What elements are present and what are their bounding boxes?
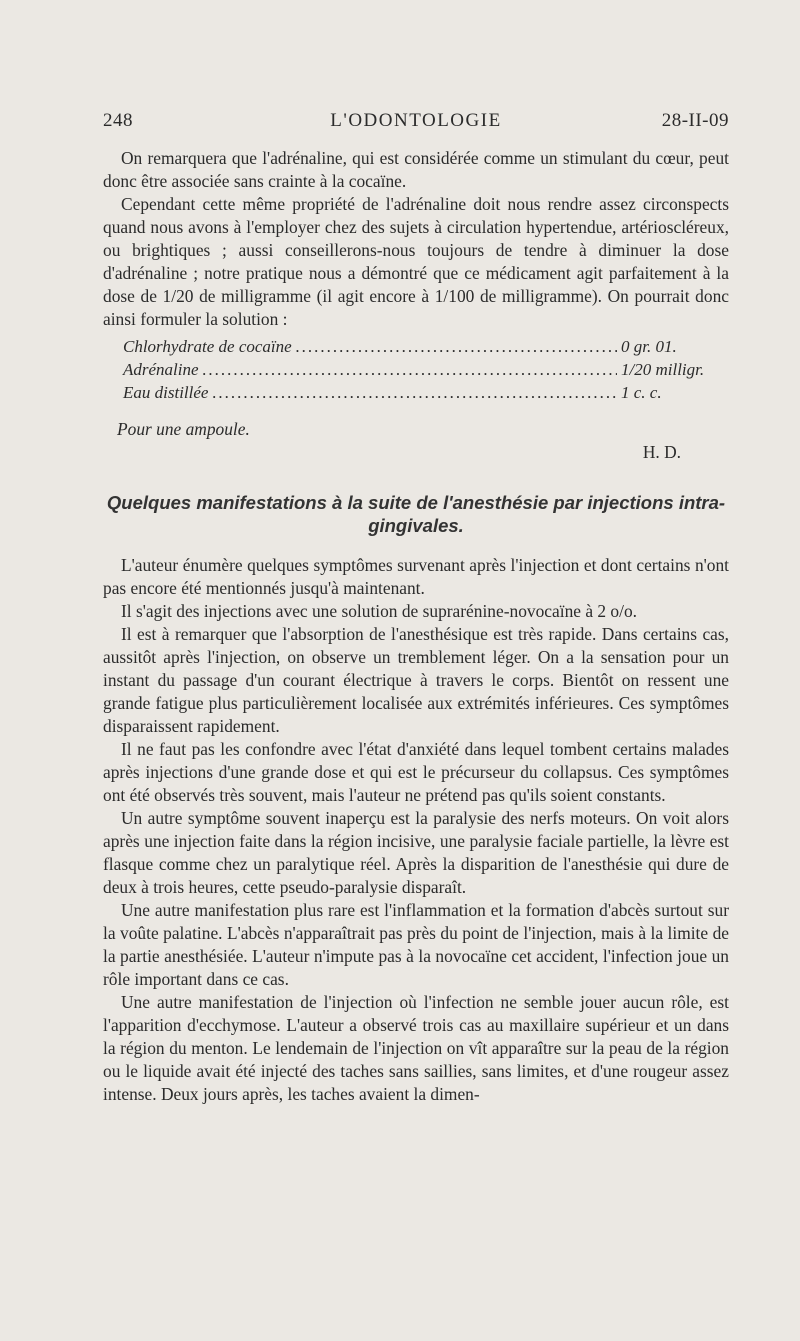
formula-row [123,358,729,381]
formula-quantity: 1 c. c. [621,383,662,402]
author-signature: H. D. [642,442,681,462]
formula-row [123,381,729,404]
prescription-formula [103,335,729,404]
dot-leader [296,335,617,358]
paragraph: Il ne faut pas les confondre avec l'état d'anxiété dans lequel tombent certains malades après injections d'une grande dose et qui est le précurseur du collapsus. Ces symptômes ont été observés très souvent, mais l'auteur ne prétend pas qu'ils soient constants. [103,739,729,805]
paragraph: Une autre manifestation de l'injection où l'infection ne semble jouer aucun rôle, est l'apparition d'ecchymose. L'auteur a observé trois cas au maxillaire supérieur et un dans la région du menton. Le lendemain de l'injection on vît apparaître sur la peau de la région ou le liquide avait été injecté des taches sans saillies, sans limites, et d'une rougeur assez intense. Deux jours après, les taches avaient la dimen- [103,992,729,1104]
journal-title: L'ODONTOLOGIE [330,110,502,131]
ampoule-note: Pour une ampoule. [117,419,250,439]
paragraph: Cependant cette même propriété de l'adrénaline doit nous rendre assez circonspects quand nous avons à l'employer chez des sujets à circulation hypertendue, artérioscléreux, ou brightiques ; aussi conseillerons-nous toujours de tendre à diminuer la dose d'adrénaline ; notre pratique nous a démontré que ce médicament agit parfaitement à la dose de 1/20 de milligramme (il agit encore à 1/100 de milligramme). On pourrait donc ainsi formuler la solution : [103,194,729,329]
page-number: 248 [103,110,133,131]
paragraph: Il s'agit des injections avec une solution de suprarénine-novocaïne à 2 o/o. [121,601,638,621]
paragraph: Un autre symptôme souvent inaperçu est la paralysie des nerfs moteurs. On voit alors après une injection faite dans la région incisive, une paralysie faciale partielle, la lèvre est flasque comme chez un paralytique réel. Après la disparition de l'anesthésie qui dure de deux à trois heures, cette pseudo-paralysie disparaît. [103,808,729,897]
formula-row [123,335,729,358]
formula-quantity: 0 gr. 01. [621,337,677,356]
formula-quantity: 1/20 milligr. [621,360,705,379]
article-body [103,147,729,1106]
paragraph: L'auteur énumère quelques symptômes survenant après l'injection et dont certains n'ont pas encore été mentionnés jusqu'à maintenant. [103,555,729,598]
formula-ingredient: Eau distillée [123,383,209,402]
dot-leader [203,358,617,381]
section-title: Quelques manifestations à la suite de l'anesthésie par injections intra-gingivales. [106,492,726,536]
paragraph: On remarquera que l'adrénaline, qui est considérée comme un stimulant du cœur, peut donc être associée sans crainte à la cocaïne. [103,148,729,191]
issue-date: 28-II-09 [661,110,729,131]
formula-ingredient: Chlorhydrate de cocaïne [123,337,292,356]
paragraph: Il est à remarquer que l'absorption de l'anesthésique est très rapide. Dans certains cas, aussitôt après l'injection, on observe un tremblement léger. On a la sensation pour un instant du passage d'un courant électrique à travers le corps. Bientôt on ressent une grande fatigue plus particulièrement localisée aux extrémités inférieures. Ces symptômes disparaissent rapidement. [103,624,729,736]
paragraph: Une autre manifestation plus rare est l'inflammation et la formation d'abcès surtout sur la voûte palatine. L'abcès n'apparaîtrait pas près du point de l'injection, mais à la limite de la partie anesthésiée. L'auteur n'impute pas à la novocaïne cet accident, l'infection joue un rôle important dans ce cas. [103,900,729,989]
page-header [103,110,729,140]
dot-leader [212,381,617,404]
formula-ingredient: Adrénaline [123,360,199,379]
